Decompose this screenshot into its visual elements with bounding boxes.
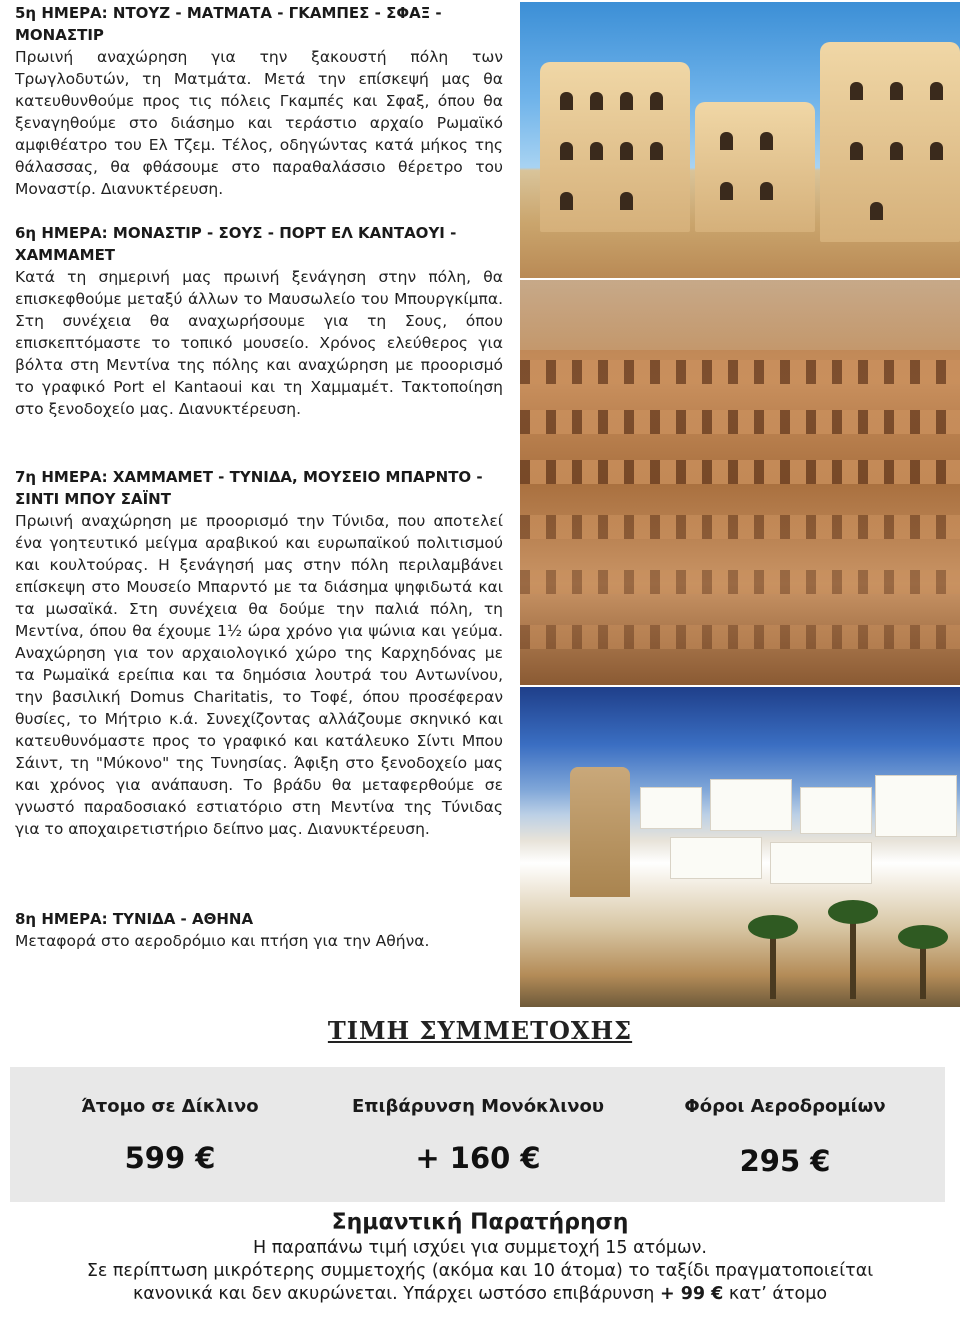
price-value-double: 599 € xyxy=(124,1141,216,1175)
ksar-ghorfas-photo xyxy=(520,2,960,278)
day-6-title: 6η ΗΜΕΡΑ: ΜΟΝΑΣΤΙΡ - ΣΟΥΣ - ΠΟΡΤ ΕΛ ΚΑΝΤΑΟΥΙ - ΧΑΜΜΑΜΕΤ xyxy=(15,224,457,264)
note-line-2: Σε περίπτωση μικρότερης συμμετοχής (ακόμα και 10 άτομα) το ταξίδι πραγματοποιείται xyxy=(86,1261,874,1281)
day-5-title: 5η ΗΜΕΡΑ: ΝΤΟΥΖ - ΜΑΤΜΑΤΑ - ΓΚΑΜΠΕΣ - ΣΦΑΞ - ΜΟΝΑΣΤΙΡ xyxy=(15,4,442,44)
sousse-medina-photo xyxy=(520,687,960,1007)
important-note-title: Σημαντική Παρατήρηση xyxy=(331,1210,629,1235)
note-line-1: Η παραπάνω τιμή ισχύει για συμμετοχή 15 ατόμων. xyxy=(252,1238,707,1258)
day-7-title: 7η ΗΜΕΡΑ: ΧΑΜΜΑΜΕΤ - ΤΥΝΙΔΑ, ΜΟΥΣΕΙΟ ΜΠΑΡΝΤΟ - ΣΙΝΤΙ ΜΠΟΥ ΣΑΪΝΤ xyxy=(15,468,483,508)
day-7-text: Πρωινή αναχώρηση με προορισμό την Τύνιδα, που αποτελεί ένα γοητευτικό μείγμα αραβικού και ευρωπαϊκού πολιτισμού και κουλτούρας. Η ξενάγησή μας στην πόλη περιλαμβάνει επίσκεψη στο Μουσείο Μπαρντό με τα διάσημα ψηφιδωτά και τα μωσαϊκά. Στη συνέχεια θα δούμε την παλιά πόλη, τη Μεντίνα, όπου θα έχουμε 1½ ώρα χρόνο για ψώνια και γεύμα. Αναχώρηση για τον αρχαιολογικό χώρο της Καρχηδόνας με τα Ρωμαϊκά ερείπια και τα δημόσια λουτρά του Αντωνίνου, την βασιλική Domus Charitatis, το Τοφέ, όπου προσέφεραν θυσίες, το Μήτριο κ.ά. Συνεχίζοντας αλλάζουμε σκηνικό και κατευθυνόμαστε προς το γραφικό και κατάλευκο Σίντι Μπου Σάιντ, τη "Μύκονο" της Τυνησίας. Άφιξη στο ξενοδοχείο μας και χρόνος για ανάπαυση. Το βράδυ θα μεταφερθούμε σε γνωστό παραδοσιακό εστιατόριο στη Μεντίνα της Τύνιδας για το αποχαιρετιστήριο δείπνο μας. Διανυκτέρευση. xyxy=(15,512,503,838)
note-line-3 xyxy=(5,1284,955,1304)
price-table xyxy=(10,1067,945,1202)
day-5-text: Πρωινή αναχώρηση για την ξακουστή πόλη των Τρωγλοδυτών, τη Ματμάτα. Μετά την επίσκεψή μας θα κατευθυνθούμε προς τις πόλεις Γκαμπές και Σφαξ, όπου θα ξεναγηθούμε στο διάσημο και τεράστιο αρχαίο Ρωμαϊκό αμφιθέατρο του Ελ Τζεμ. Τέλος, οδηγώντας κατά μήκος της θάλασσας, θα φθάσουμε στο παραθαλάσσιο θέρετρο του Μοναστίρ. Διανυκτέρευση. xyxy=(15,48,503,198)
price-title: ΤΙΜΗ ΣΥΜΜΕΤΟΧΗΣ xyxy=(327,1016,633,1045)
day-8-text: Μεταφορά στο αεροδρόμιο και πτήση για την Αθήνα. xyxy=(15,932,430,950)
day-8-section xyxy=(15,908,503,952)
price-label-double: Άτομο σε Δίκλινο xyxy=(81,1096,259,1117)
price-value-airport-taxes: 295 € xyxy=(739,1144,831,1178)
day-7-section xyxy=(15,466,503,840)
price-label-single-supplement: Επιβάρυνση Μονόκλινου xyxy=(351,1096,605,1117)
price-value-single-supplement: + 160 € xyxy=(415,1141,541,1175)
day-8-title: 8η ΗΜΕΡΑ: ΤΥΝΙΔΑ - ΑΘΗΝΑ xyxy=(15,910,254,928)
price-label-airport-taxes: Φόροι Αεροδρομίων xyxy=(684,1096,886,1117)
day-6-text: Κατά τη σημερινή μας πρωινή ξενάγηση στην πόλη, θα επισκεφθούμε μεταξύ άλλων το Μαυσωλείο του Μπουργκίμπα. Στη συνέχεια θα αναχωρήσουμε για τη Σους, όπου επισκεπτόμαστε το τοπικό μουσείο. Χρόνος ελεύθερος για βόλτα στη Μεντίνα της πόλης και αναχώρηση με προορισμό το γραφικό Port el Kantaoui και τη Χαμμαμέτ. Τακτοποίηση στο ξενοδοχείο μας. Διανυκτέρευση. xyxy=(15,268,503,418)
note-line-3-suffix: κατ’ άτομο xyxy=(723,1284,828,1304)
day-6-section xyxy=(15,222,503,420)
el-jem-amphitheatre-photo xyxy=(520,280,960,685)
note-surcharge-value: + 99 € xyxy=(659,1284,724,1304)
price-section xyxy=(5,1000,955,1318)
note-line-3-text: κανονικά και δεν ακυρώνεται. Υπάρχει ωστόσο επιβάρυνση xyxy=(132,1284,660,1304)
day-5-section xyxy=(15,2,503,200)
